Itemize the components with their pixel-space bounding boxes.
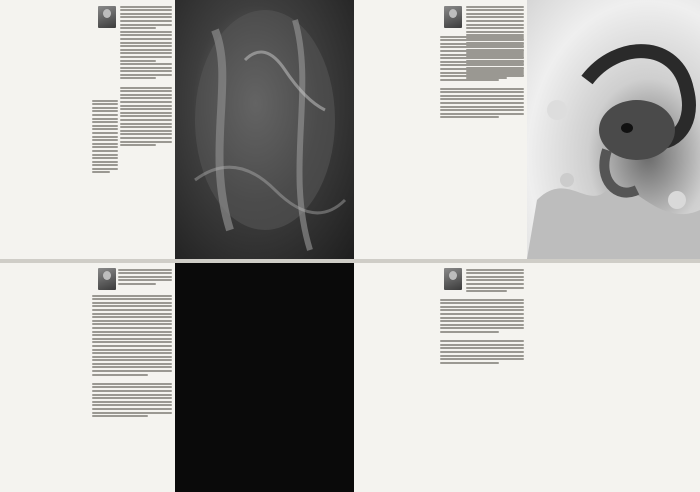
type-specimen	[527, 263, 700, 492]
poster-artwork	[175, 0, 354, 259]
designer-portrait	[444, 268, 462, 290]
body-text-column	[120, 4, 172, 254]
body-text-column	[440, 297, 524, 407]
page-bottom-right	[354, 263, 527, 492]
body-text-column-wide-2	[440, 86, 524, 136]
page-top-right	[354, 0, 527, 259]
designer-portrait	[98, 268, 116, 290]
poster-illustration	[175, 0, 354, 259]
page-top-left	[0, 0, 175, 259]
page-bottom-left	[0, 263, 175, 492]
cities-poster	[175, 263, 354, 492]
goat-artwork	[527, 0, 700, 259]
designer-portrait	[98, 6, 116, 28]
goat-illustration	[527, 0, 700, 259]
body-text-column	[92, 293, 172, 488]
designer-portrait	[444, 6, 462, 28]
body-text-column-left	[92, 98, 118, 238]
horizontal-gutter	[0, 259, 700, 263]
